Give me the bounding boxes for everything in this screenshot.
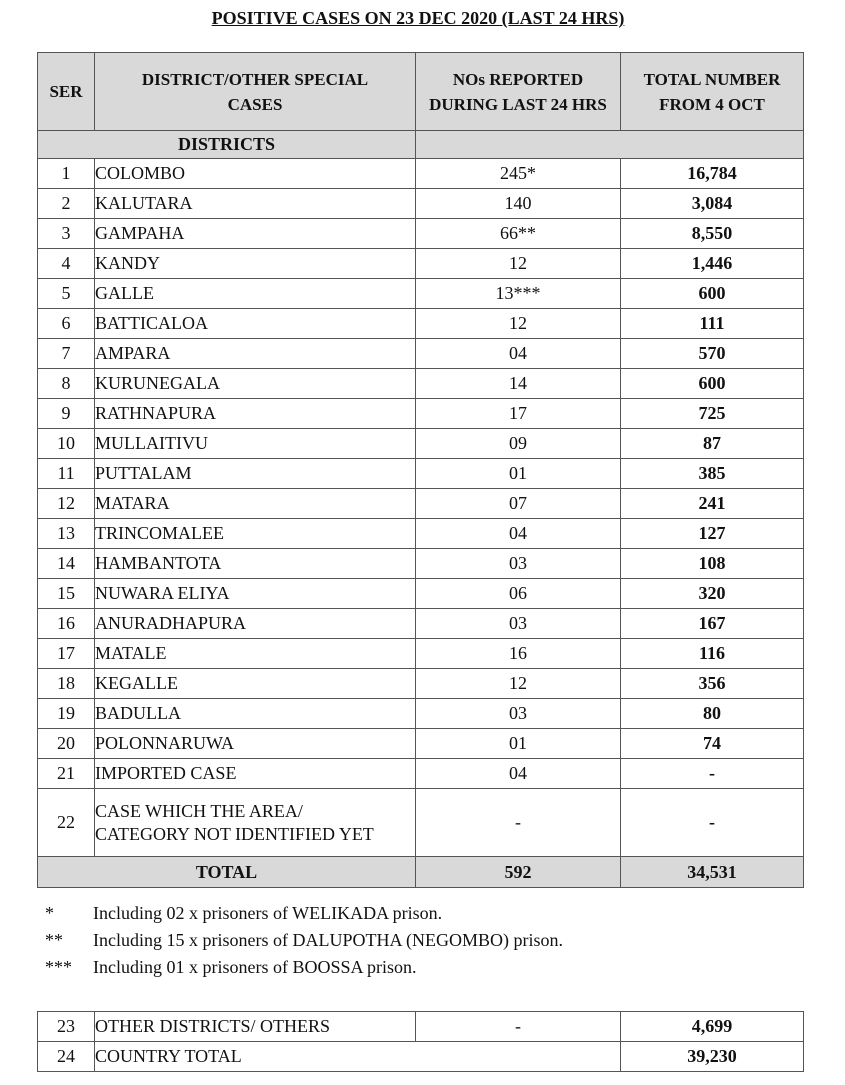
summary-table — [37, 1011, 804, 1072]
total-reported: 592 — [416, 857, 621, 888]
row-total: 108 — [621, 549, 804, 579]
footnote-text: Including 15 x prisoners of DALUPOTHA (NEGOMBO) prison. — [93, 930, 563, 950]
row-name: AMPARA — [95, 339, 416, 369]
table-row — [38, 669, 804, 699]
table-row — [38, 519, 804, 549]
table-row — [38, 309, 804, 339]
total-row — [38, 857, 804, 888]
row-name: GAMPAHA — [95, 219, 416, 249]
table-row — [38, 189, 804, 219]
row-reported: - — [416, 1012, 621, 1042]
row-name: BATTICALOA — [95, 309, 416, 339]
row-total: 725 — [621, 399, 804, 429]
row-ser: 17 — [38, 639, 95, 669]
row-reported: 03 — [416, 549, 621, 579]
header-reported: NOs REPORTED DURING LAST 24 HRS — [416, 53, 621, 131]
row-reported: 245* — [416, 159, 621, 189]
row-total: 356 — [621, 669, 804, 699]
row-total: 4,699 — [621, 1012, 804, 1042]
row-total: 39,230 — [621, 1042, 804, 1072]
row-total: 74 — [621, 729, 804, 759]
row-name: GALLE — [95, 279, 416, 309]
district-rows — [38, 159, 804, 789]
row-reported: 66** — [416, 219, 621, 249]
row-total: - — [621, 789, 804, 857]
row-ser: 23 — [38, 1012, 95, 1042]
header-ser: SER — [38, 53, 95, 131]
row-total: 320 — [621, 579, 804, 609]
row-total: 600 — [621, 279, 804, 309]
row-reported: 12 — [416, 309, 621, 339]
footnote-mark: *** — [45, 957, 72, 977]
row-total: 8,550 — [621, 219, 804, 249]
section-label: DISTRICTS — [38, 131, 416, 159]
row-ser: 14 — [38, 549, 95, 579]
row-total: 385 — [621, 459, 804, 489]
row-name: CASE WHICH THE AREA/ CATEGORY NOT IDENTIFIED YET — [95, 789, 416, 857]
table-row — [38, 429, 804, 459]
cases-table — [37, 52, 804, 888]
row-reported: 01 — [416, 459, 621, 489]
table-row — [38, 159, 804, 189]
row-ser: 6 — [38, 309, 95, 339]
footnote — [37, 954, 563, 981]
footnote — [37, 927, 563, 954]
table-row — [38, 759, 804, 789]
table-row — [38, 1042, 804, 1072]
row-name: NUWARA ELIYA — [95, 579, 416, 609]
row-name: OTHER DISTRICTS/ OTHERS — [95, 1012, 416, 1042]
row-total: - — [621, 759, 804, 789]
row-reported: 01 — [416, 729, 621, 759]
row-total: 600 — [621, 369, 804, 399]
table-row — [38, 1012, 804, 1042]
row-total: 3,084 — [621, 189, 804, 219]
row-reported: 14 — [416, 369, 621, 399]
row-name: COLOMBO — [95, 159, 416, 189]
row-total: 167 — [621, 609, 804, 639]
table-row — [38, 399, 804, 429]
row-name: HAMBANTOTA — [95, 549, 416, 579]
row-total: 127 — [621, 519, 804, 549]
row-ser: 10 — [38, 429, 95, 459]
table-header-row — [38, 53, 804, 131]
table-row — [38, 579, 804, 609]
footnote-text: Including 02 x prisoners of WELIKADA prison. — [93, 903, 443, 923]
table-row — [38, 489, 804, 519]
row-reported: 09 — [416, 429, 621, 459]
footnote — [37, 900, 563, 927]
row-ser: 18 — [38, 669, 95, 699]
row-name: MATARA — [95, 489, 416, 519]
row-total: 111 — [621, 309, 804, 339]
table-row — [38, 609, 804, 639]
row-ser: 2 — [38, 189, 95, 219]
row-total: 1,446 — [621, 249, 804, 279]
table-row — [38, 459, 804, 489]
row-total: 80 — [621, 699, 804, 729]
section-blank — [416, 131, 804, 159]
table-row — [38, 549, 804, 579]
row-total: 241 — [621, 489, 804, 519]
row-ser: 3 — [38, 219, 95, 249]
row-name: POLONNARUWA — [95, 729, 416, 759]
row-reported: 04 — [416, 519, 621, 549]
row-total: 570 — [621, 339, 804, 369]
row-name: RATHNAPURA — [95, 399, 416, 429]
row-ser: 5 — [38, 279, 95, 309]
table-row — [38, 699, 804, 729]
total-label: TOTAL — [38, 857, 416, 888]
row-ser: 22 — [38, 789, 95, 857]
total-cumulative: 34,531 — [621, 857, 804, 888]
header-district: DISTRICT/OTHER SPECIAL CASES — [95, 53, 416, 131]
row-reported: - — [416, 789, 621, 857]
table-row — [38, 729, 804, 759]
table-row — [38, 279, 804, 309]
row-total: 16,784 — [621, 159, 804, 189]
row-name: BADULLA — [95, 699, 416, 729]
row-name: TRINCOMALEE — [95, 519, 416, 549]
row-name: ANURADHAPURA — [95, 609, 416, 639]
table-row — [38, 219, 804, 249]
row-reported: 04 — [416, 339, 621, 369]
row-ser: 7 — [38, 339, 95, 369]
row-ser: 16 — [38, 609, 95, 639]
row-ser: 21 — [38, 759, 95, 789]
row-reported: 12 — [416, 249, 621, 279]
row-reported: 03 — [416, 699, 621, 729]
row-total: 116 — [621, 639, 804, 669]
table-row — [38, 639, 804, 669]
row-name: KEGALLE — [95, 669, 416, 699]
row-name: MATALE — [95, 639, 416, 669]
row-ser: 4 — [38, 249, 95, 279]
footnotes — [37, 900, 563, 981]
table-row — [38, 369, 804, 399]
row-reported: 12 — [416, 669, 621, 699]
row-ser: 9 — [38, 399, 95, 429]
row-ser: 19 — [38, 699, 95, 729]
row-reported: 06 — [416, 579, 621, 609]
row-name: COUNTRY TOTAL — [95, 1042, 621, 1072]
row-ser: 11 — [38, 459, 95, 489]
row-reported: 16 — [416, 639, 621, 669]
footnote-mark: ** — [45, 930, 63, 950]
row-name: PUTTALAM — [95, 459, 416, 489]
row-reported: 04 — [416, 759, 621, 789]
row-reported: 140 — [416, 189, 621, 219]
footnote-text: Including 01 x prisoners of BOOSSA prison. — [93, 957, 417, 977]
row-ser: 8 — [38, 369, 95, 399]
row-reported: 03 — [416, 609, 621, 639]
table-row — [38, 789, 804, 857]
table-row — [38, 249, 804, 279]
row-ser: 1 — [38, 159, 95, 189]
row-name: MULLAITIVU — [95, 429, 416, 459]
row-name: KALUTARA — [95, 189, 416, 219]
page-title: POSITIVE CASES ON 23 DEC 2020 (LAST 24 HRS) — [211, 8, 625, 28]
row-total: 87 — [621, 429, 804, 459]
row-ser: 20 — [38, 729, 95, 759]
row-ser: 15 — [38, 579, 95, 609]
row-reported: 17 — [416, 399, 621, 429]
row-ser: 12 — [38, 489, 95, 519]
header-total: TOTAL NUMBER FROM 4 OCT — [621, 53, 804, 131]
footnote-mark: * — [45, 903, 54, 923]
row-reported: 13*** — [416, 279, 621, 309]
row-ser: 13 — [38, 519, 95, 549]
row-reported: 07 — [416, 489, 621, 519]
section-row — [38, 131, 804, 159]
table-row — [38, 339, 804, 369]
row-name: KURUNEGALA — [95, 369, 416, 399]
row-name: KANDY — [95, 249, 416, 279]
row-name: IMPORTED CASE — [95, 759, 416, 789]
row-ser: 24 — [38, 1042, 95, 1072]
